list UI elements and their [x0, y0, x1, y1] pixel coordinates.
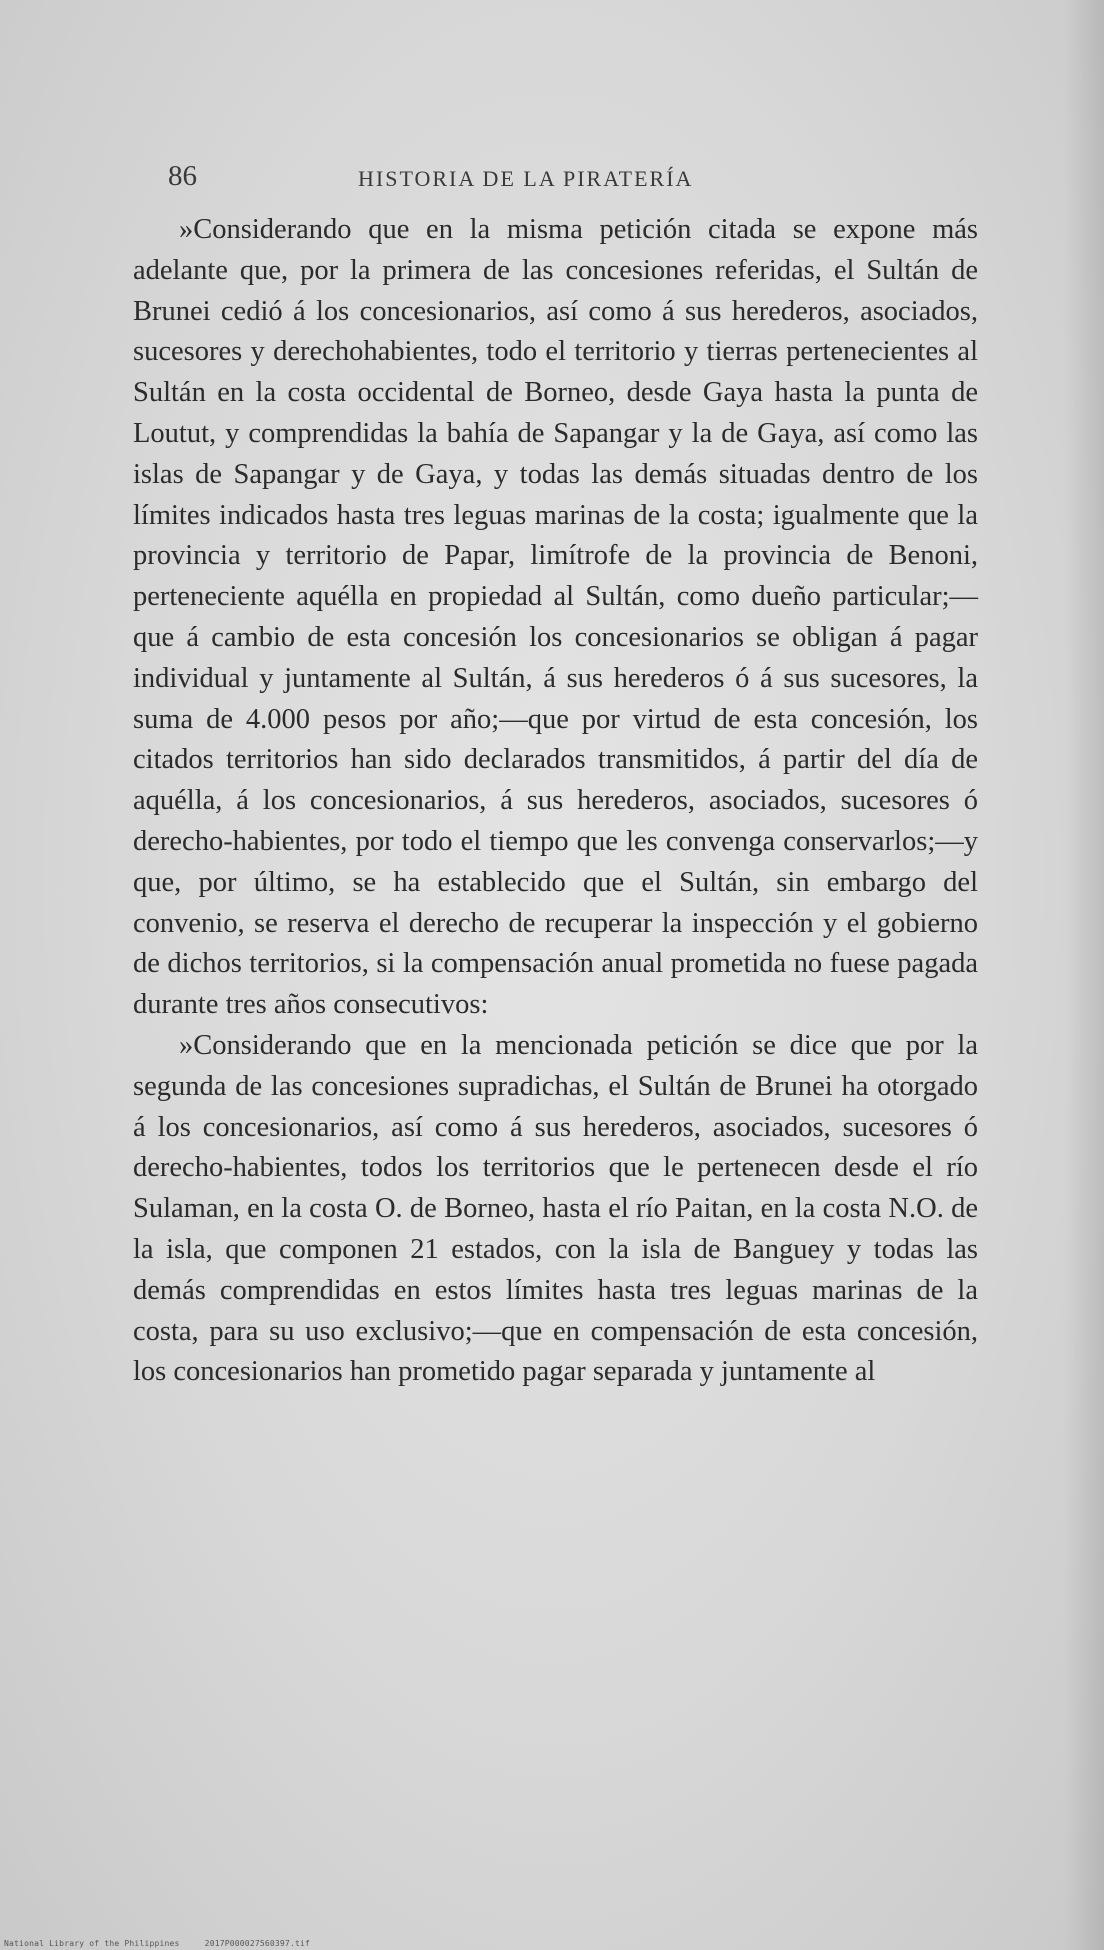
- paragraph-1: »Considerando que en la misma petición citada se expone más adelante que, por la primera de las concesiones referidas, el Sultán de Brunei cedió á los concesionarios, así como á sus herederos, asociados, sucesores y derechohabientes, todo el territorio y tierras pertenecientes al Sultán en la costa occidental de Borneo, desde Gaya hasta la punta de Loutut, y comprendidas la bahía de Sapangar y la de Gaya, así como las islas de Sapangar y de Gaya, y todas las demás situadas dentro de los límites indicados hasta tres leguas marinas de la costa; igualmente que la provincia y territorio de Papar, limítrofe de la provincia de Benoni, perteneciente aquélla en propiedad al Sultán, como dueño particular;—que á cambio de esta concesión los concesionarios se obligan á pagar individual y juntamente al Sultán, á sus herederos ó á sus sucesores, la suma de 4.000 pesos por año;—que por virtud de esta concesión, los citados territorios han sido declarados transmitidos, á partir del día de aquélla, á los concesionarios, á sus herederos, asociados, sucesores ó derecho-habientes, por todo el tiempo que les convenga conservarlos;—y que, por último, se ha establecido que el Sultán, sin embargo del convenio, se reserva el derecho de recuperar la inspección y el gobierno de dichos territorios, si la compensación anual prometida no fuese pagada durante tres años consecutivos:: [133, 214, 978, 1021]
- body-text: [133, 210, 978, 1393]
- page-number: 86: [168, 160, 197, 192]
- paragraph-2: »Considerando que en la mencionada petición se dice que por la segunda de las concesiones supradichas, el Sultán de Brunei ha otorgado á los concesionarios, así como á sus herederos, asociados, sucesores ó derecho-habientes, todos los territorios que le pertenecen desde el río Sulaman, en la costa O. de Borneo, hasta el río Paitan, en la costa N.O. de la isla, que componen 21 estados, con la isla de Banguey y todas las demás comprendidas en estos límites hasta tres leguas marinas de la costa, para su uso exclusivo;—que en compensación de esta concesión, los concesionarios han prometido pagar separada y juntamente al: [133, 1029, 978, 1388]
- page-edge-shadow: [1064, 0, 1104, 1950]
- running-title: HISTORIA DE LA PIRATERÍA: [358, 166, 694, 191]
- page-header: [168, 160, 968, 200]
- footer-file-id: 2017P000027560397.tif: [204, 1939, 311, 1948]
- footer-library: National Library of the Philippines: [4, 1939, 180, 1948]
- scan-footer: [4, 1939, 310, 1948]
